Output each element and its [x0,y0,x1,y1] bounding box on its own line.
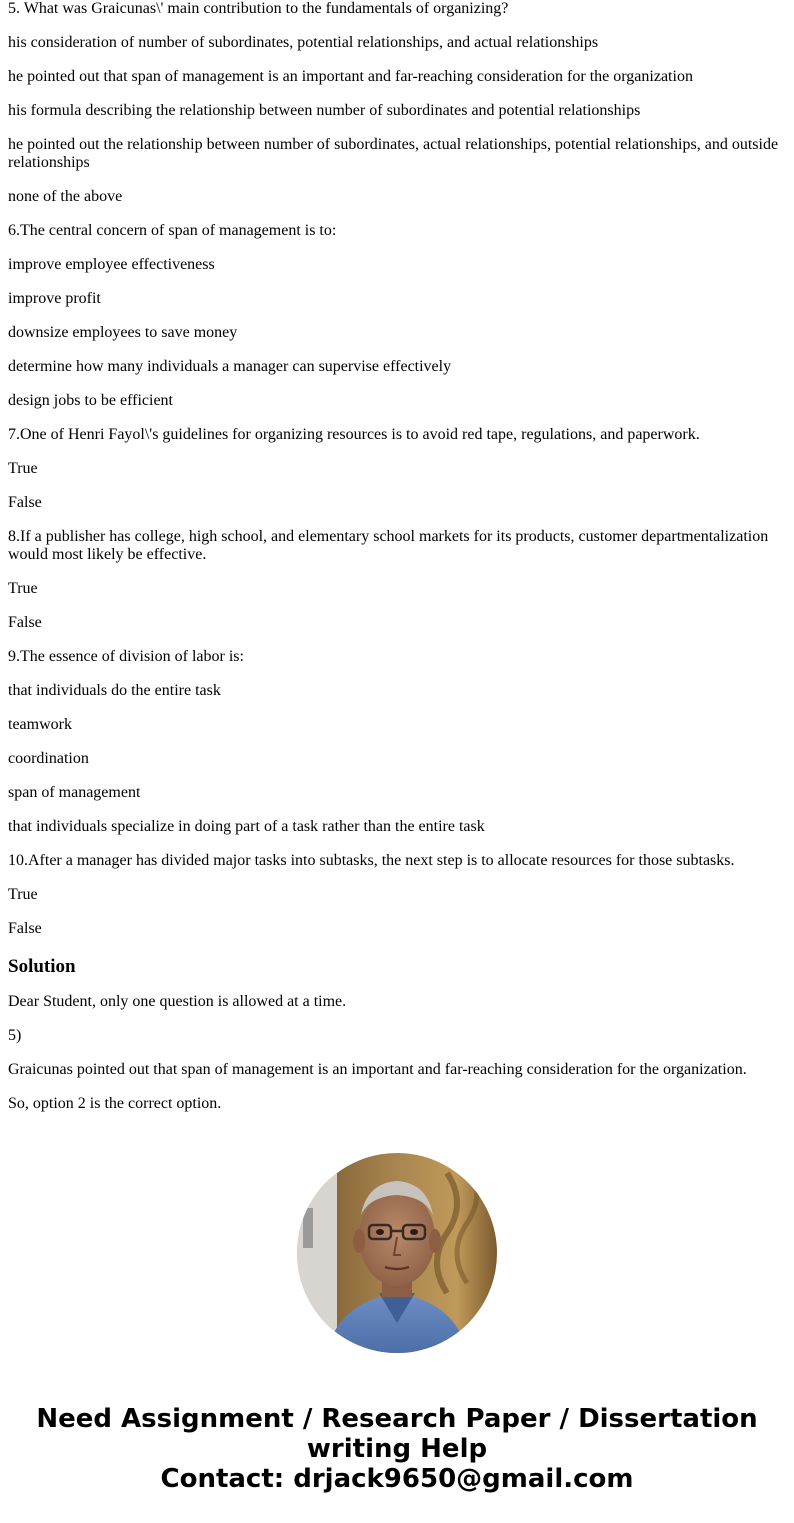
question-10-prompt: 10.After a manager has divided major tasks into subtasks, the next step is to allocate resources for those subtasks. [8,852,735,869]
question-7-option-false: False [8,494,42,511]
question-6-option-3: downsize employees to save money [8,324,238,341]
question-5-option-5: none of the above [8,188,123,205]
promo-contact: Contact: drjack9650@gmail.com [160,1464,634,1494]
question-9-option-5: that individuals specialize in doing part of a task rather than the entire task [8,818,485,835]
question-7-prompt: 7.One of Henri Fayol\'s guidelines for organizing resources is to avoid red tape, regulations, and paperwork. [8,426,700,443]
question-8-option-false: False [8,614,42,631]
question-5-option-4: he pointed out the relationship between number of subordinates, actual relationships, potential relationships, and outside relationships [8,136,779,171]
question-5-prompt: 5. What was Graicunas\' main contribution to the fundamentals of organizing? [8,0,509,17]
question-6-option-4: determine how many individuals a manager can supervise effectively [8,358,452,375]
document-body [8,0,786,1129]
question-8-prompt: 8.If a publisher has college, high school, and elementary school markets for its products, customer departmentalization would most likely be effective. [8,528,769,563]
question-9-prompt: 9.The essence of division of labor is: [8,648,244,665]
tutor-portrait-image [297,1153,497,1353]
question-6-option-2: improve profit [8,290,101,307]
question-10-option-true: True [8,886,38,903]
question-5-option-1: his consideration of number of subordinates, potential relationships, and actual relationships [8,34,599,51]
question-6-option-1: improve employee effectiveness [8,256,215,273]
solution-paragraph: Graicunas pointed out that span of management is an important and far-reaching consideration for the organization. [8,1061,747,1078]
question-6-prompt: 6.The central concern of span of management is to: [8,222,337,239]
solution-paragraph: So, option 2 is the correct option. [8,1095,222,1112]
question-10-option-false: False [8,920,42,937]
question-5-option-2: he pointed out that span of management is an important and far-reaching consideration for the organization [8,68,693,85]
question-5-option-3: his formula describing the relationship between number of subordinates and potential relationships [8,102,641,119]
question-8-option-true: True [8,580,38,597]
solution-paragraph: Dear Student, only one question is allowed at a time. [8,993,347,1010]
promo-banner [0,1404,794,1494]
question-9-option-3: coordination [8,750,89,767]
promo-line-1: Need Assignment / Research Paper / Dissertation [36,1404,758,1434]
tutor-avatar [297,1153,497,1353]
question-7-option-true: True [8,460,38,477]
solution-heading: Solution [8,956,76,977]
question-9-option-2: teamwork [8,716,72,733]
question-9-option-4: span of management [8,784,141,801]
solution-paragraph: 5) [8,1027,22,1044]
question-6-option-5: design jobs to be efficient [8,392,173,409]
promo-line-2: writing Help [306,1434,488,1464]
question-9-option-1: that individuals do the entire task [8,682,221,699]
